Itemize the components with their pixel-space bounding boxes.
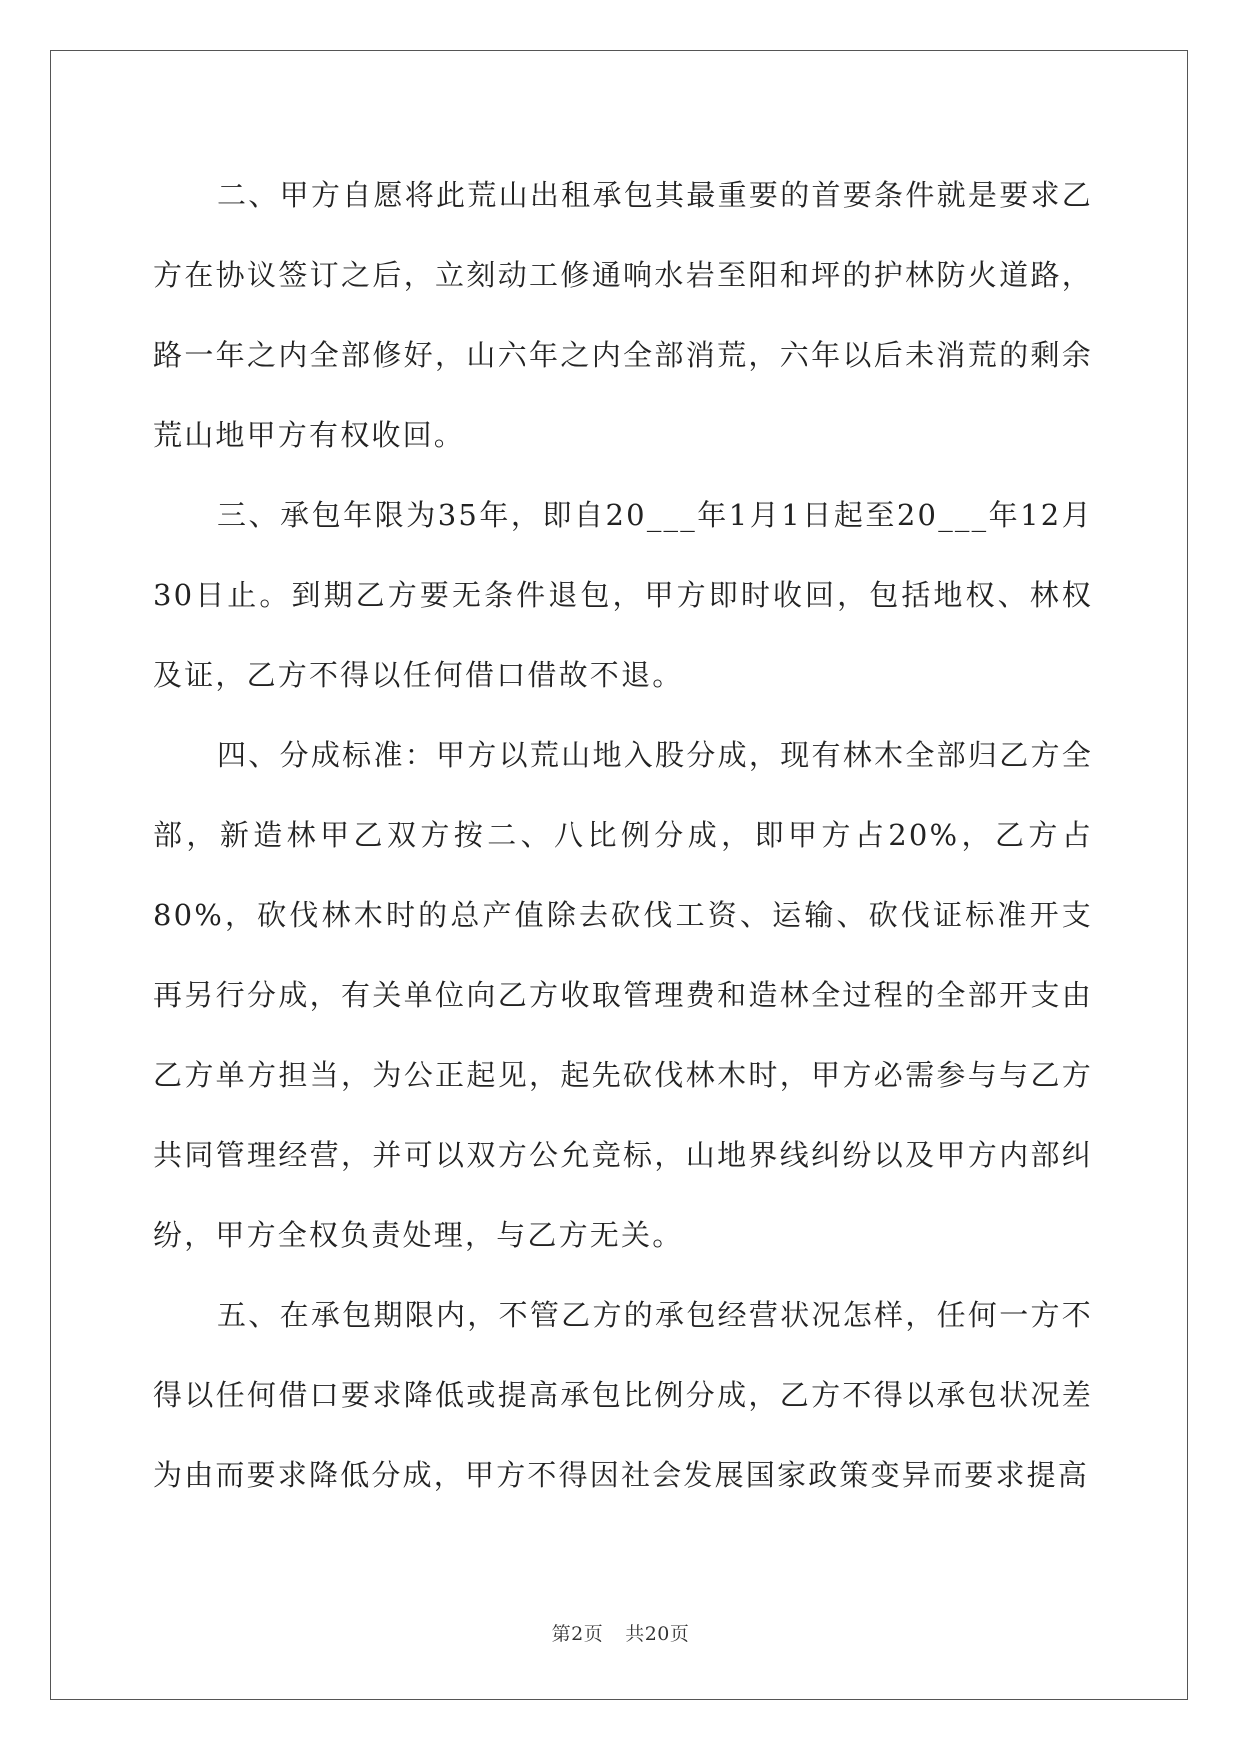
paragraph-clause-5: 五、在承包期限内，不管乙方的承包经营状况怎样，任何一方不得以任何借口要求降低或提高承包比例分成，乙方不得以承包状况差为由而要求降低分成，甲方不得因社会发展国家政策变异而要求提高 bbox=[153, 1298, 1093, 1492]
page-number: 第2页 bbox=[551, 1623, 604, 1645]
page-total: 共20页 bbox=[625, 1623, 690, 1645]
paragraph-clause-3: 三、承包年限为35年，即自20___年1月1日起至20___年12月30日止。到期乙方要无条件退包，甲方即时收回，包括地权、林权及证，乙方不得以任何借口借故不退。 bbox=[153, 498, 1093, 692]
document-body bbox=[153, 155, 1093, 1515]
paragraph-clause-2: 二、甲方自愿将此荒山出租承包其最重要的首要条件就是要求乙方在协议签订之后，立刻动工修通响水岩至阳和坪的护林防火道路，路一年之内全部修好，山六年之内全部消荒，六年以后未消荒的剩余荒山地甲方有权收回。 bbox=[153, 178, 1093, 452]
page-footer bbox=[0, 1619, 1241, 1646]
paragraph-clause-4: 四、分成标准：甲方以荒山地入股分成，现有林木全部归乙方全部，新造林甲乙双方按二、八比例分成，即甲方占20%，乙方占80%，砍伐林木时的总产值除去砍伐工资、运输、砍伐证标准开支再另行分成，有关单位向乙方收取管理费和造林全过程的全部开支由乙方单方担当，为公正起见，起先砍伐林木时，甲方必需参与与乙方共同管理经营，并可以双方公允竞标，山地界线纠纷以及甲方内部纠纷，甲方全权负责处理，与乙方无关。 bbox=[153, 738, 1093, 1252]
